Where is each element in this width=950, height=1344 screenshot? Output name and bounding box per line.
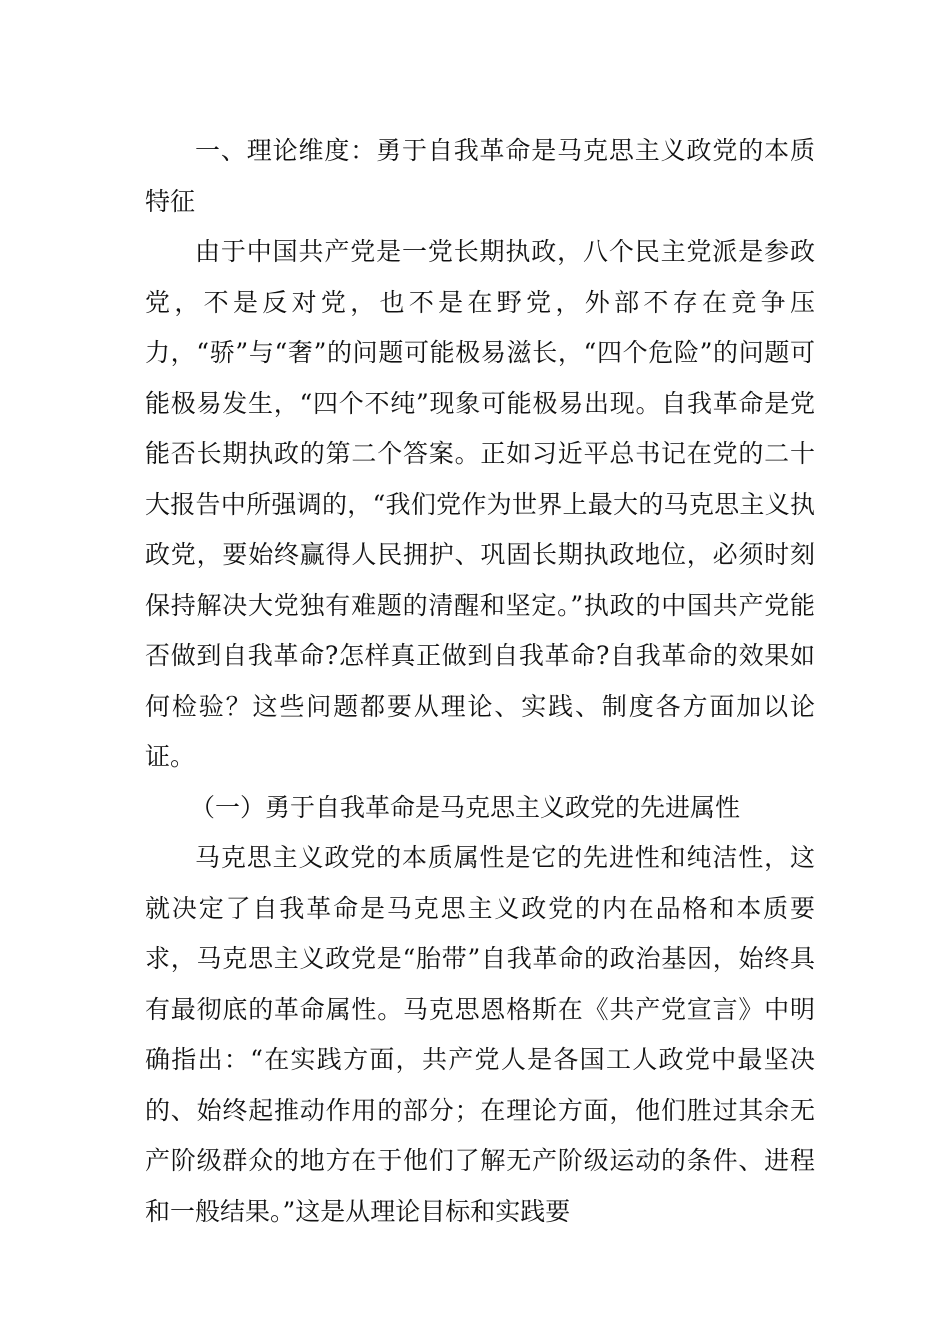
subsection-heading: （一）勇于自我革命是马克思主义政党的先进属性 [190, 792, 741, 822]
section-heading: 一、理论维度：勇于自我革命是马克思主义政党的本质特征 [145, 136, 815, 216]
body-paragraph: 由于中国共产党是一党长期执政，八个民主党派是参政党，不是反对党，也不是在野党，外部不存在竞争压力，“骄”与“奢”的问题可能极易滋长，“四个危险”的问题可能极易发生，“四个不纯”现象可能极易出现。自我革命是党能否长期执政的第二个答案。正如习近平总书记在党的二十大报告中所强调的，“我们党作为世界上最大的马克思主义执政党，要始终赢得人民拥护、巩固长期执政地位，必须时刻保持解决大党独有难题的清醒和坚定。”执政的中国共产党能否做到自我革命?怎样真正做到自我革命?自我革命的效果如何检验？这些问题都要从理论、实践、制度各方面加以论证。 [145, 237, 815, 771]
document-body [145, 126, 815, 1237]
body-paragraph: 马克思主义政党的本质属性是它的先进性和纯洁性，这就决定了自我革命是马克思主义政党的内在品格和本质要求，马克思主义政党是“胎带”自我革命的政治基因，始终具有最彻底的革命属性。马克思恩格斯在《共产党宣言》中明确指出：“在实践方面，共产党人是各国工人政党中最坚决的、始终起推动作用的部分；在理论方面，他们胜过其余无产阶级群众的地方在于他们了解无产阶级运动的条件、进程和一般结果。”这是从理论目标和实践要 [145, 843, 815, 1226]
